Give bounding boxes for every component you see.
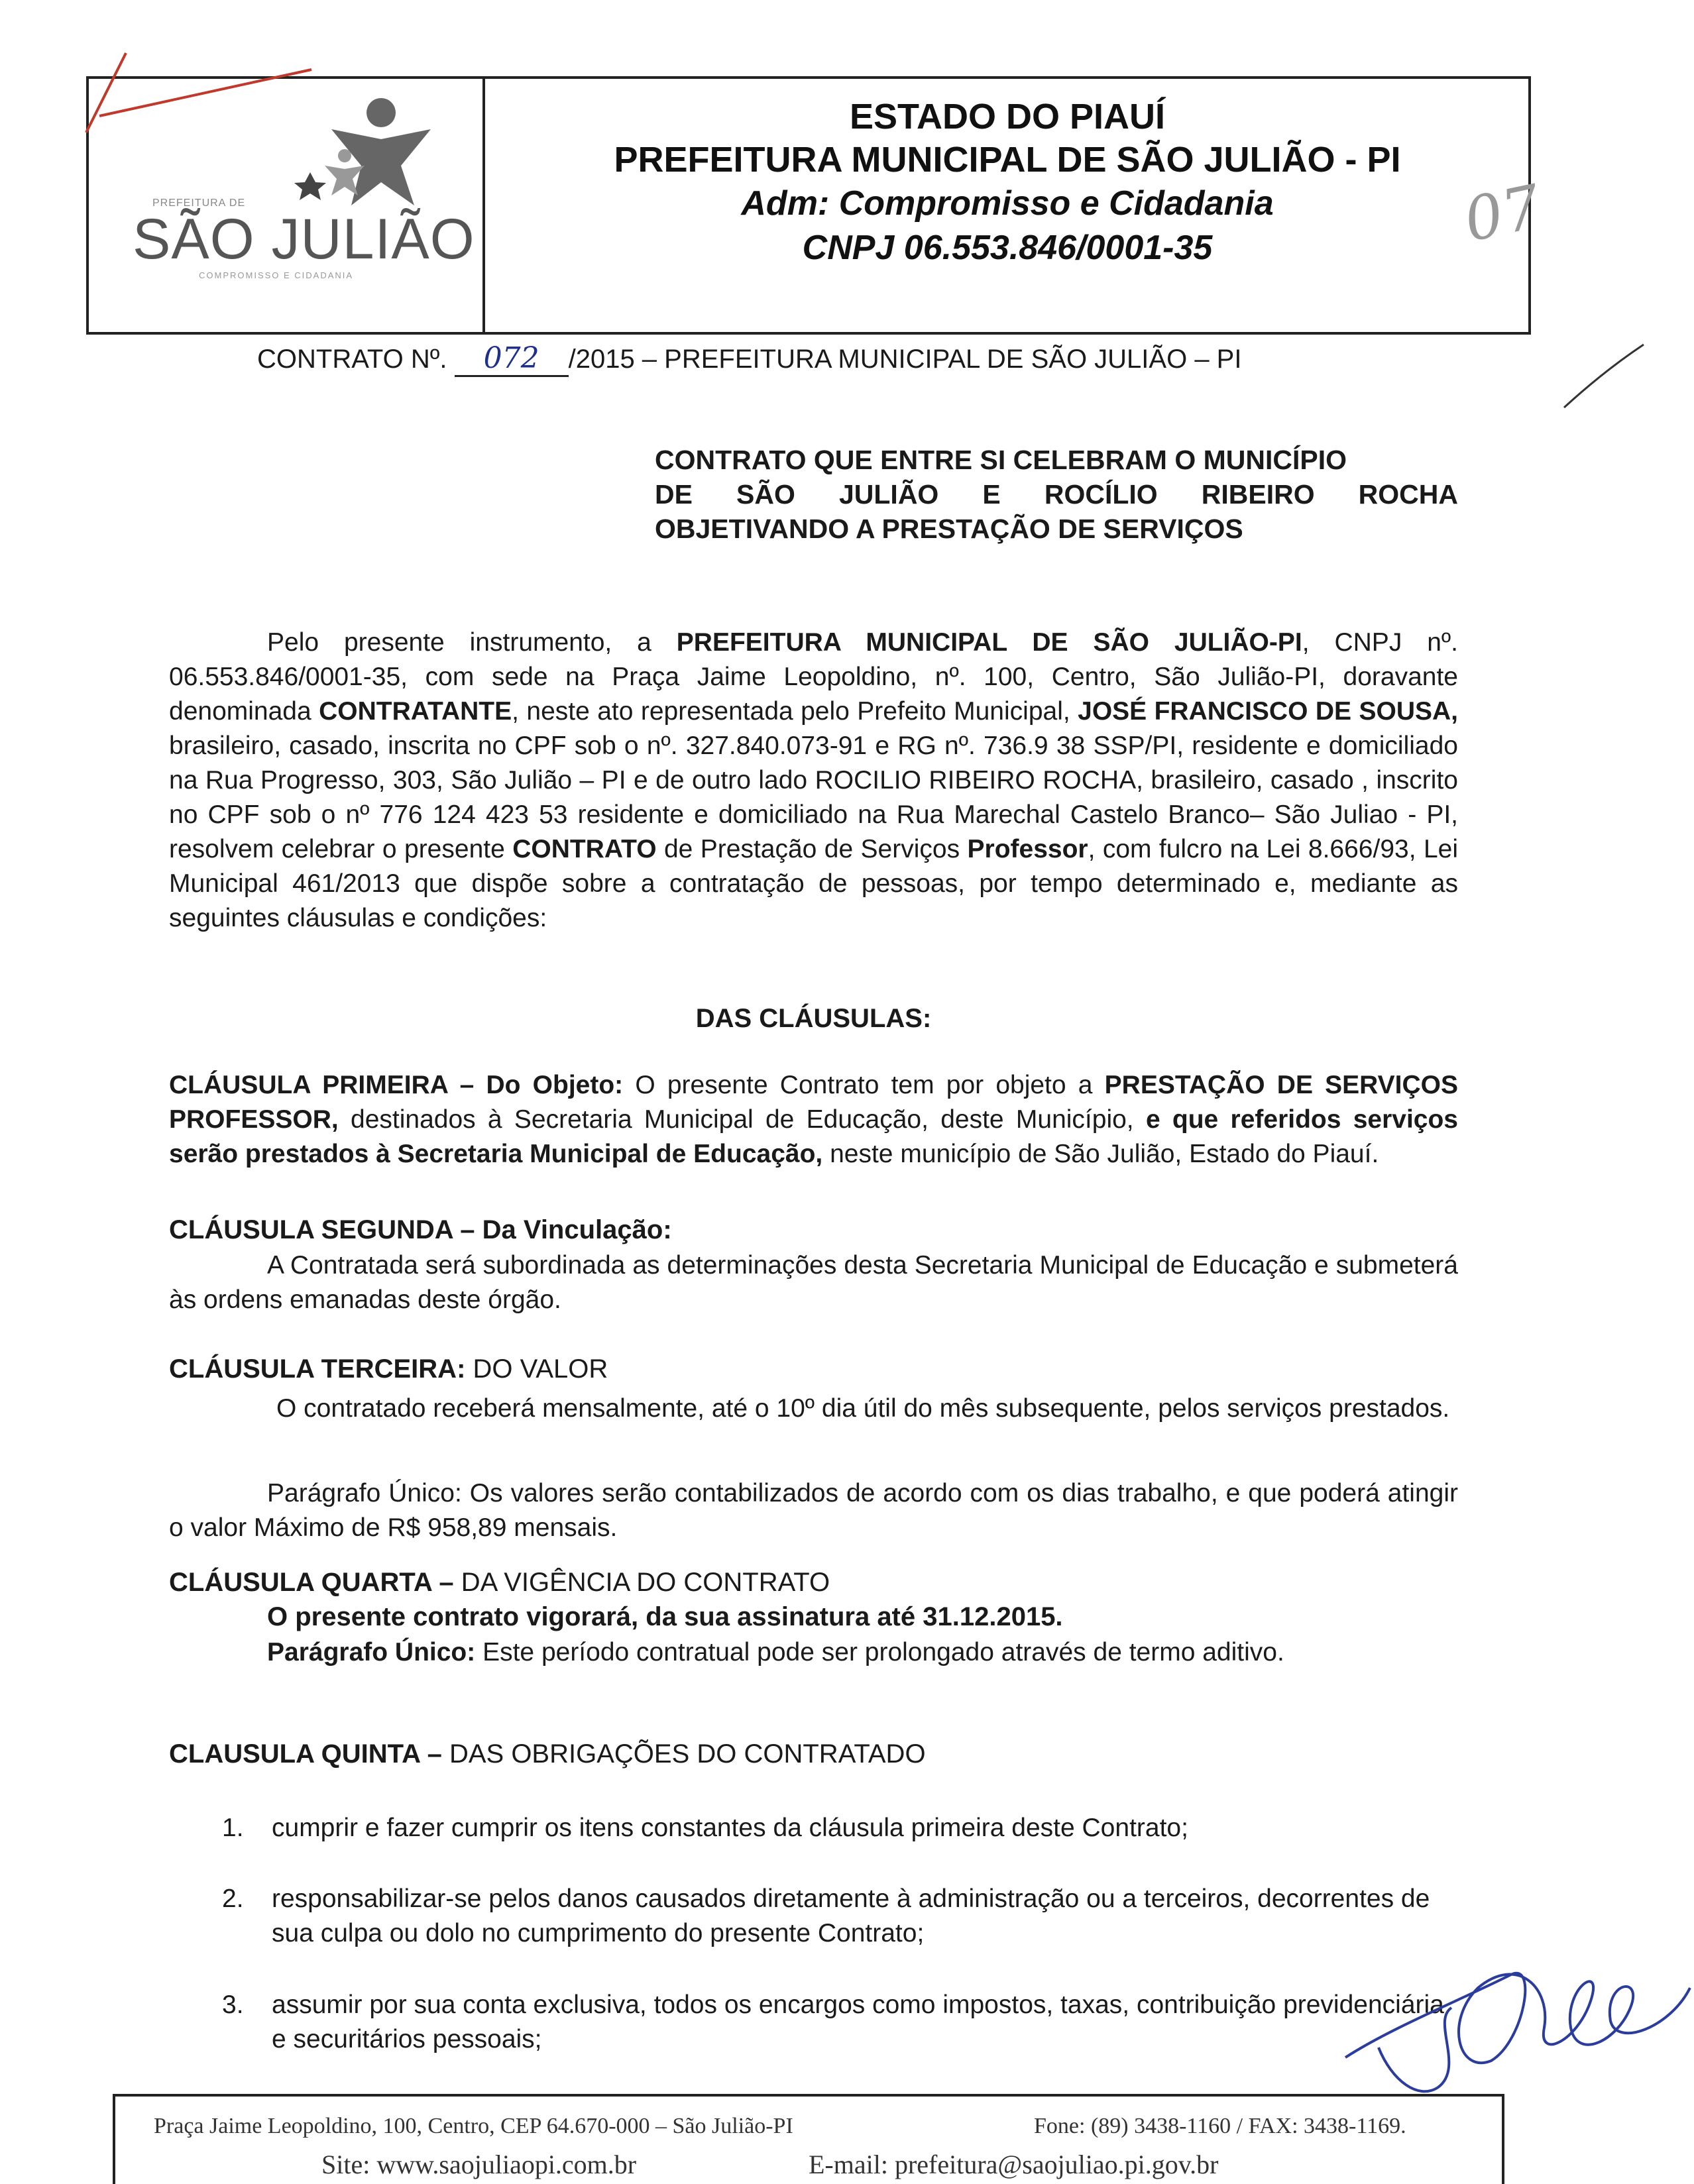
clausula5-title: [169, 1739, 926, 1769]
logo-figures-icon: [292, 93, 464, 212]
contract-suffix: /2015 – PREFEITURA MUNICIPAL DE SÃO JULIÃO – PI: [568, 345, 1242, 374]
clausula1-text-3: neste município de São Julião, Estado do Piauí.: [822, 1140, 1379, 1168]
clausula1-bold-1: PRESTAÇÃO DE SERVIÇOS PROFESSOR,: [169, 1071, 1458, 1134]
clausula4-paragrafo-label: Parágrafo Único:: [267, 1638, 476, 1666]
clausula4-title-bold: CLÁUSULA QUARTA –: [169, 1568, 454, 1597]
clausula-primeira: [169, 1068, 1458, 1172]
logo-tagline: COMPROMISSO E CIDADANIA: [199, 270, 354, 280]
list-item-text: responsabilizar-se pelos danos causados diretamente à administração ou a terceiros, decorrentes de sua culpa ou dolo no cumprimento do presente Contrato;: [272, 1884, 1430, 1947]
clausula4-text: O presente contrato vigorará, da sua assinatura até 31.12.2015.: [267, 1602, 1063, 1631]
clausula1-title: CLÁUSULA PRIMEIRA – Do Objeto:: [169, 1071, 624, 1099]
clausula4-paragrafo-text: Este período contratual pode ser prolongado através de termo aditivo.: [475, 1638, 1284, 1666]
intro-text-5: de Prestação de Serviços: [656, 835, 968, 863]
intro-contratante: CONTRATANTE: [319, 697, 512, 726]
intro-text-1: Pelo presente instrumento, a: [267, 628, 677, 657]
clausula3-title-rest: DO VALOR: [465, 1354, 608, 1384]
header-cnpj: CNPJ 06.553.846/0001-35: [802, 229, 1213, 267]
list-item-number: 2.: [222, 1884, 244, 1913]
clausula3-text: O contratado receberá mensalmente, até o 10º dia útil do mês subsequente, pelos serviços prestados.: [276, 1394, 1450, 1423]
header-adm: Adm: Compromisso e Cidadania: [741, 184, 1274, 223]
clausula3-title: [169, 1354, 608, 1384]
intro-prefeitura: PREFEITURA MUNICIPAL DE SÃO JULIÃO-PI: [676, 628, 1302, 657]
page-number-handwritten: 07: [1458, 172, 1548, 256]
contract-number-line: [257, 341, 1241, 377]
clausula1-text-2: destinados à Secretaria Municipal de Educação, deste Município,: [338, 1105, 1146, 1134]
list-item: [222, 1811, 1458, 1845]
footer-phone: Fone: (89) 3438-1160 / FAX: 3438-1169.: [1034, 2114, 1406, 2138]
clausula5-title-bold: CLAUSULA QUINTA –: [169, 1739, 442, 1769]
header-estado: ESTADO DO PIAUÍ: [849, 97, 1166, 136]
clausula1-text-1: O presente Contrato tem por objeto a: [623, 1071, 1105, 1099]
title-line-3: OBJETIVANDO A PRESTAÇÃO DE SERVIÇOS: [655, 514, 1243, 544]
intro-text-4: brasileiro, casado, inscrita no CPF sob o nº. 327.840.073-91 e RG nº. 736.9 38 SSP/PI, residente e domiciliado na Rua Progresso, 303, São Julião – PI e de outro lado ROCILIO RIBEIRO ROCHA, brasileiro, casado , inscrito no CPF sob o nº 776 124 423 53 residente e domiciliado na Rua Marechal Castelo Branco– São Juliao - PI, resolvem celebrar o presente: [169, 732, 1458, 863]
title-line-1: CONTRATO QUE ENTRE SI CELEBRAM O MUNICÍPIO: [655, 445, 1347, 475]
clausula4-title-rest: DA VIGÊNCIA DO CONTRATO: [453, 1568, 830, 1597]
contract-prefix: CONTRATO Nº.: [257, 345, 447, 374]
list-item-number: 3.: [222, 1991, 244, 2019]
footer-email: E-mail: prefeitura@saojuliao.pi.gov.br: [809, 2150, 1219, 2179]
clausula5-title-rest: DAS OBRIGAÇÕES DO CONTRATADO: [441, 1739, 926, 1769]
clausula4-paragrafo: [169, 1635, 1458, 1670]
list-item: [222, 1988, 1458, 2057]
logo-prefeitura-de: PREFEITURA DE: [152, 197, 246, 209]
clausula2-text: A Contratada será subordinada as determinações desta Secretaria Municipal de Educação e submeterá às ordens emanadas deste órgão.: [169, 1251, 1458, 1314]
list-item: [222, 1882, 1458, 1951]
footer-site: Site: www.saojuliaopi.com.br: [321, 2150, 637, 2179]
clausula1-bold-2: e que referidos serviços serão prestados à Secretaria Municipal de Educação,: [169, 1105, 1458, 1168]
side-tick-icon: [1564, 345, 1644, 408]
intro-professor: Professor: [967, 835, 1088, 863]
intro-contrato: CONTRATO: [512, 835, 657, 863]
footer-address: Praça Jaime Leopoldino, 100, Centro, CEP 64.670-000 – São Julião-PI: [154, 2114, 793, 2138]
list-item-number: 1.: [222, 1814, 244, 1842]
intro-paragraph: [169, 626, 1458, 936]
title-line-2: DE SÃO JULIÃO E ROCÍLIO RIBEIRO ROCHA: [655, 479, 1458, 510]
intro-prefeito-name: JOSÉ FRANCISCO DE SOUSA,: [1078, 697, 1458, 726]
clausula2-title: CLÁUSULA SEGUNDA – Da Vinculação:: [169, 1215, 672, 1244]
logo-name: SÃO JULIÃO: [133, 207, 475, 271]
list-item-text: cumprir e fazer cumprir os itens constantes da cláusula primeira deste Contrato;: [272, 1814, 1188, 1842]
list-item-text: assumir por sua conta exclusiva, todos os encargos como impostos, taxas, contribuição previdenciária e securitários pessoais;: [272, 1991, 1444, 2053]
contract-title: [655, 443, 1458, 546]
clausula3-title-bold: CLÁUSULA TERCEIRA:: [169, 1354, 466, 1384]
clausula4-title: [169, 1568, 830, 1598]
contract-number: 072: [455, 341, 569, 377]
header-prefeitura: PREFEITURA MUNICIPAL DE SÃO JULIÃO - PI: [614, 140, 1401, 180]
clausula3-paragrafo: Parágrafo Único: Os valores serão contabilizados de acordo com os dias trabalho, e que poderá atingir o valor Máximo de R$ 958,89 mensais.: [169, 1479, 1458, 1542]
intro-text-6: , com fulcro na Lei 8.666/93, Lei Municipal 461/2013 que dispõe sobre a contratação de pessoas, por tempo determinado e, mediante as seguintes cláusulas e condições:: [169, 835, 1458, 932]
intro-text-3: , neste ato representada pelo Prefeito Municipal,: [512, 697, 1078, 726]
das-clausulas-heading: DAS CLÁUSULAS:: [695, 1004, 932, 1033]
intro-text-2: , CNPJ nº. 06.553.846/0001-35, com sede na Praça Jaime Leopoldino, nº. 100, Centro, São Julião-PI, doravante denominada: [169, 628, 1458, 726]
